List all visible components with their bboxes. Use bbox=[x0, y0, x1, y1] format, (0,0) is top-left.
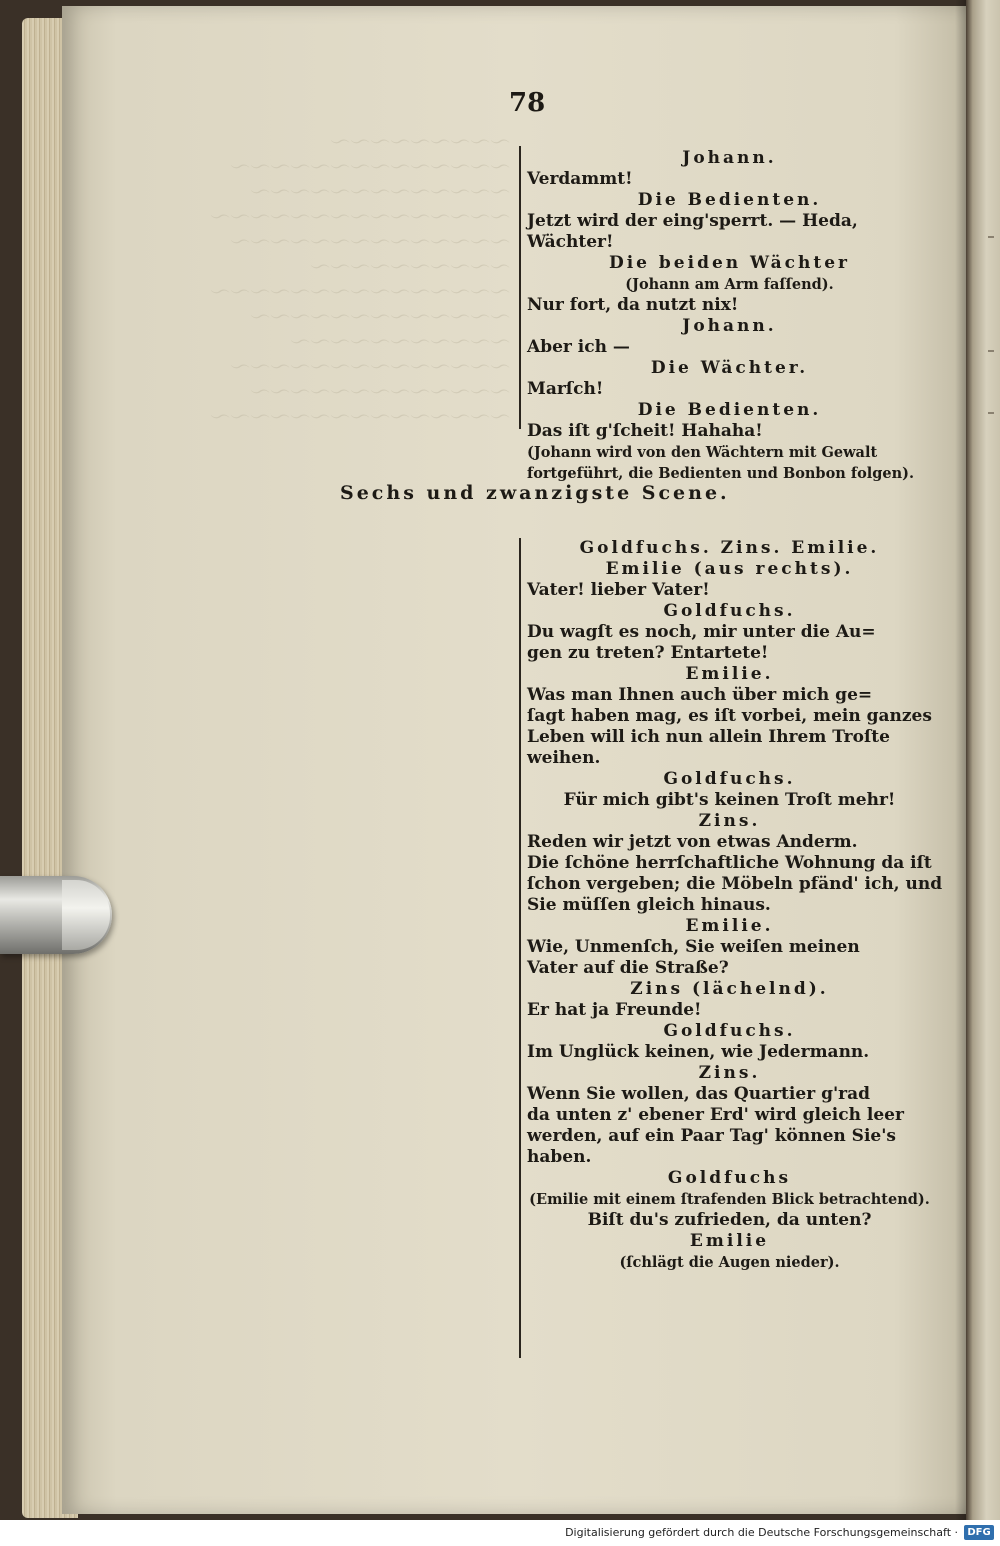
dialogue-line: Die ſchöne herrſchaftliche Wohnung da iſt bbox=[527, 853, 932, 873]
speaker-name: Zins (lächelnd). bbox=[630, 979, 829, 999]
dialogue-line: Wächter! bbox=[527, 232, 614, 252]
dialogue-line: Marſch! bbox=[527, 379, 604, 399]
dialogue-line: Was man Ihnen auch über mich ge= bbox=[527, 685, 873, 705]
speaker-list: Goldfuchs. Zins. Emilie. bbox=[579, 538, 880, 558]
speaker-name: Emilie. bbox=[685, 916, 774, 936]
dialogue-line: da unten z' ebener Erd' wird gleich leer bbox=[527, 1105, 904, 1125]
stage-direction: (ſchlägt die Augen nieder). bbox=[619, 1254, 840, 1271]
speaker-name: Die Bedienten. bbox=[637, 400, 822, 420]
footer-bar bbox=[0, 1520, 1000, 1546]
dialogue-line: weihen. bbox=[527, 748, 601, 768]
column-rule bbox=[519, 538, 521, 1358]
dialogue-line: Wenn Sie wollen, das Quartier g'rad bbox=[527, 1084, 871, 1104]
speaker-name: Die beiden Wächter bbox=[608, 253, 851, 273]
dialogue-line: Nur fort, da nutzt nix! bbox=[527, 295, 739, 315]
speaker-name: Emilie bbox=[689, 1231, 770, 1251]
speaker-name: Emilie. bbox=[685, 664, 774, 684]
speaker-name: Emilie (aus rechts). bbox=[605, 559, 854, 579]
dialogue-line: ſchon vergeben; die Möbeln pfänd' ich, und bbox=[527, 874, 943, 894]
dialogue-line: gen zu treten? Entartete! bbox=[527, 643, 769, 663]
speaker-name: Die Wächter. bbox=[650, 358, 809, 378]
facing-page-mark bbox=[988, 236, 994, 238]
dialogue-line: Für mich gibt's keinen Troſt mehr! bbox=[563, 790, 896, 810]
dialogue-line: Du wagſt es noch, mir unter die Au= bbox=[527, 622, 876, 642]
stage-direction: (Johann am Arm faſſend). bbox=[625, 276, 834, 293]
dialogue-line: Das iſt g'ſcheit! Hahaha! bbox=[527, 421, 763, 441]
dialogue-line: Verdammt! bbox=[527, 169, 633, 189]
facing-page-mark bbox=[988, 350, 994, 352]
dialogue-block-2 bbox=[527, 538, 943, 1273]
speaker-name: Zins. bbox=[698, 811, 761, 831]
bleed-through-texture: ～～～～～～～～～ ～～～～～～～～～～～～～～ ～～～～～～～～～～～～～ ～～～～～～～～～～～～～～～ ～～～～～～～～～～～～～～ ～～～～～～～～～～ ～～～～～～～～～～～～～～～ ～～～～～～～～～～～～～ ～～～～～～～～～～～ ～～～～～～～～～～～～～～ ～～～～～～～～～～～～～ ～～～～～～～～～～～～～～～ bbox=[212, 130, 512, 429]
dialogue-line: Sie müſſen gleich hinaus. bbox=[527, 895, 771, 915]
dialogue-line: Er hat ja Freunde! bbox=[527, 1000, 702, 1020]
scene-heading: Sechs und zwanzigste Scene. bbox=[340, 482, 730, 504]
stage-direction: (Johann wird von den Wächtern mit Gewalt bbox=[527, 444, 878, 461]
dialogue-line: Leben will ich nun allein Ihrem Troſte bbox=[527, 727, 890, 747]
funding-credit: Digitalisierung gefördert durch die Deutsche Forschungsgemeinschaft · bbox=[565, 1526, 958, 1539]
page-number: 78 bbox=[509, 88, 546, 118]
speaker-name: Goldfuchs. bbox=[663, 769, 796, 789]
dialogue-line: Im Unglück keinen, wie Jedermann. bbox=[527, 1042, 870, 1062]
speaker-name: Goldfuchs. bbox=[663, 1021, 796, 1041]
dialogue-line: Aber ich — bbox=[527, 337, 630, 357]
dialogue-block-1 bbox=[527, 148, 932, 484]
dfg-logo: DFG bbox=[964, 1525, 994, 1540]
dialogue-line: Vater auf die Straße? bbox=[527, 958, 729, 978]
speaker-name: Die Bedienten. bbox=[637, 190, 822, 210]
stage-direction: (Emilie mit einem ſtrafenden Blick betrachtend). bbox=[529, 1191, 930, 1208]
dialogue-line: Jetzt wird der eing'sperrt. — Heda, bbox=[527, 211, 858, 231]
stage-direction: fortgeführt, die Bedienten und Bonbon folgen). bbox=[527, 465, 915, 482]
speaker-name: Goldfuchs bbox=[667, 1168, 792, 1188]
speaker-name: Johann. bbox=[682, 316, 777, 336]
facing-page-mark bbox=[988, 412, 994, 414]
facing-page-edge bbox=[966, 0, 1000, 1520]
dialogue-line: werden, auf ein Paar Tag' können Sie's bbox=[527, 1126, 897, 1146]
speaker-name: Goldfuchs. bbox=[663, 601, 796, 621]
dialogue-line: Biſt du's zufrieden, da unten? bbox=[587, 1210, 872, 1230]
dialogue-line: Reden wir jetzt von etwas Anderm. bbox=[527, 832, 858, 852]
dialogue-line: haben. bbox=[527, 1147, 592, 1167]
dialogue-line: Wie, Unmenſch, Sie weiſen meinen bbox=[527, 937, 860, 957]
speaker-name: Zins. bbox=[698, 1063, 761, 1083]
column-rule bbox=[519, 146, 521, 429]
dialogue-line: Vater! lieber Vater! bbox=[527, 580, 710, 600]
dialogue-line: ſagt haben mag, es iſt vorbei, mein ganzes bbox=[527, 706, 932, 726]
speaker-name: Johann. bbox=[682, 148, 777, 168]
